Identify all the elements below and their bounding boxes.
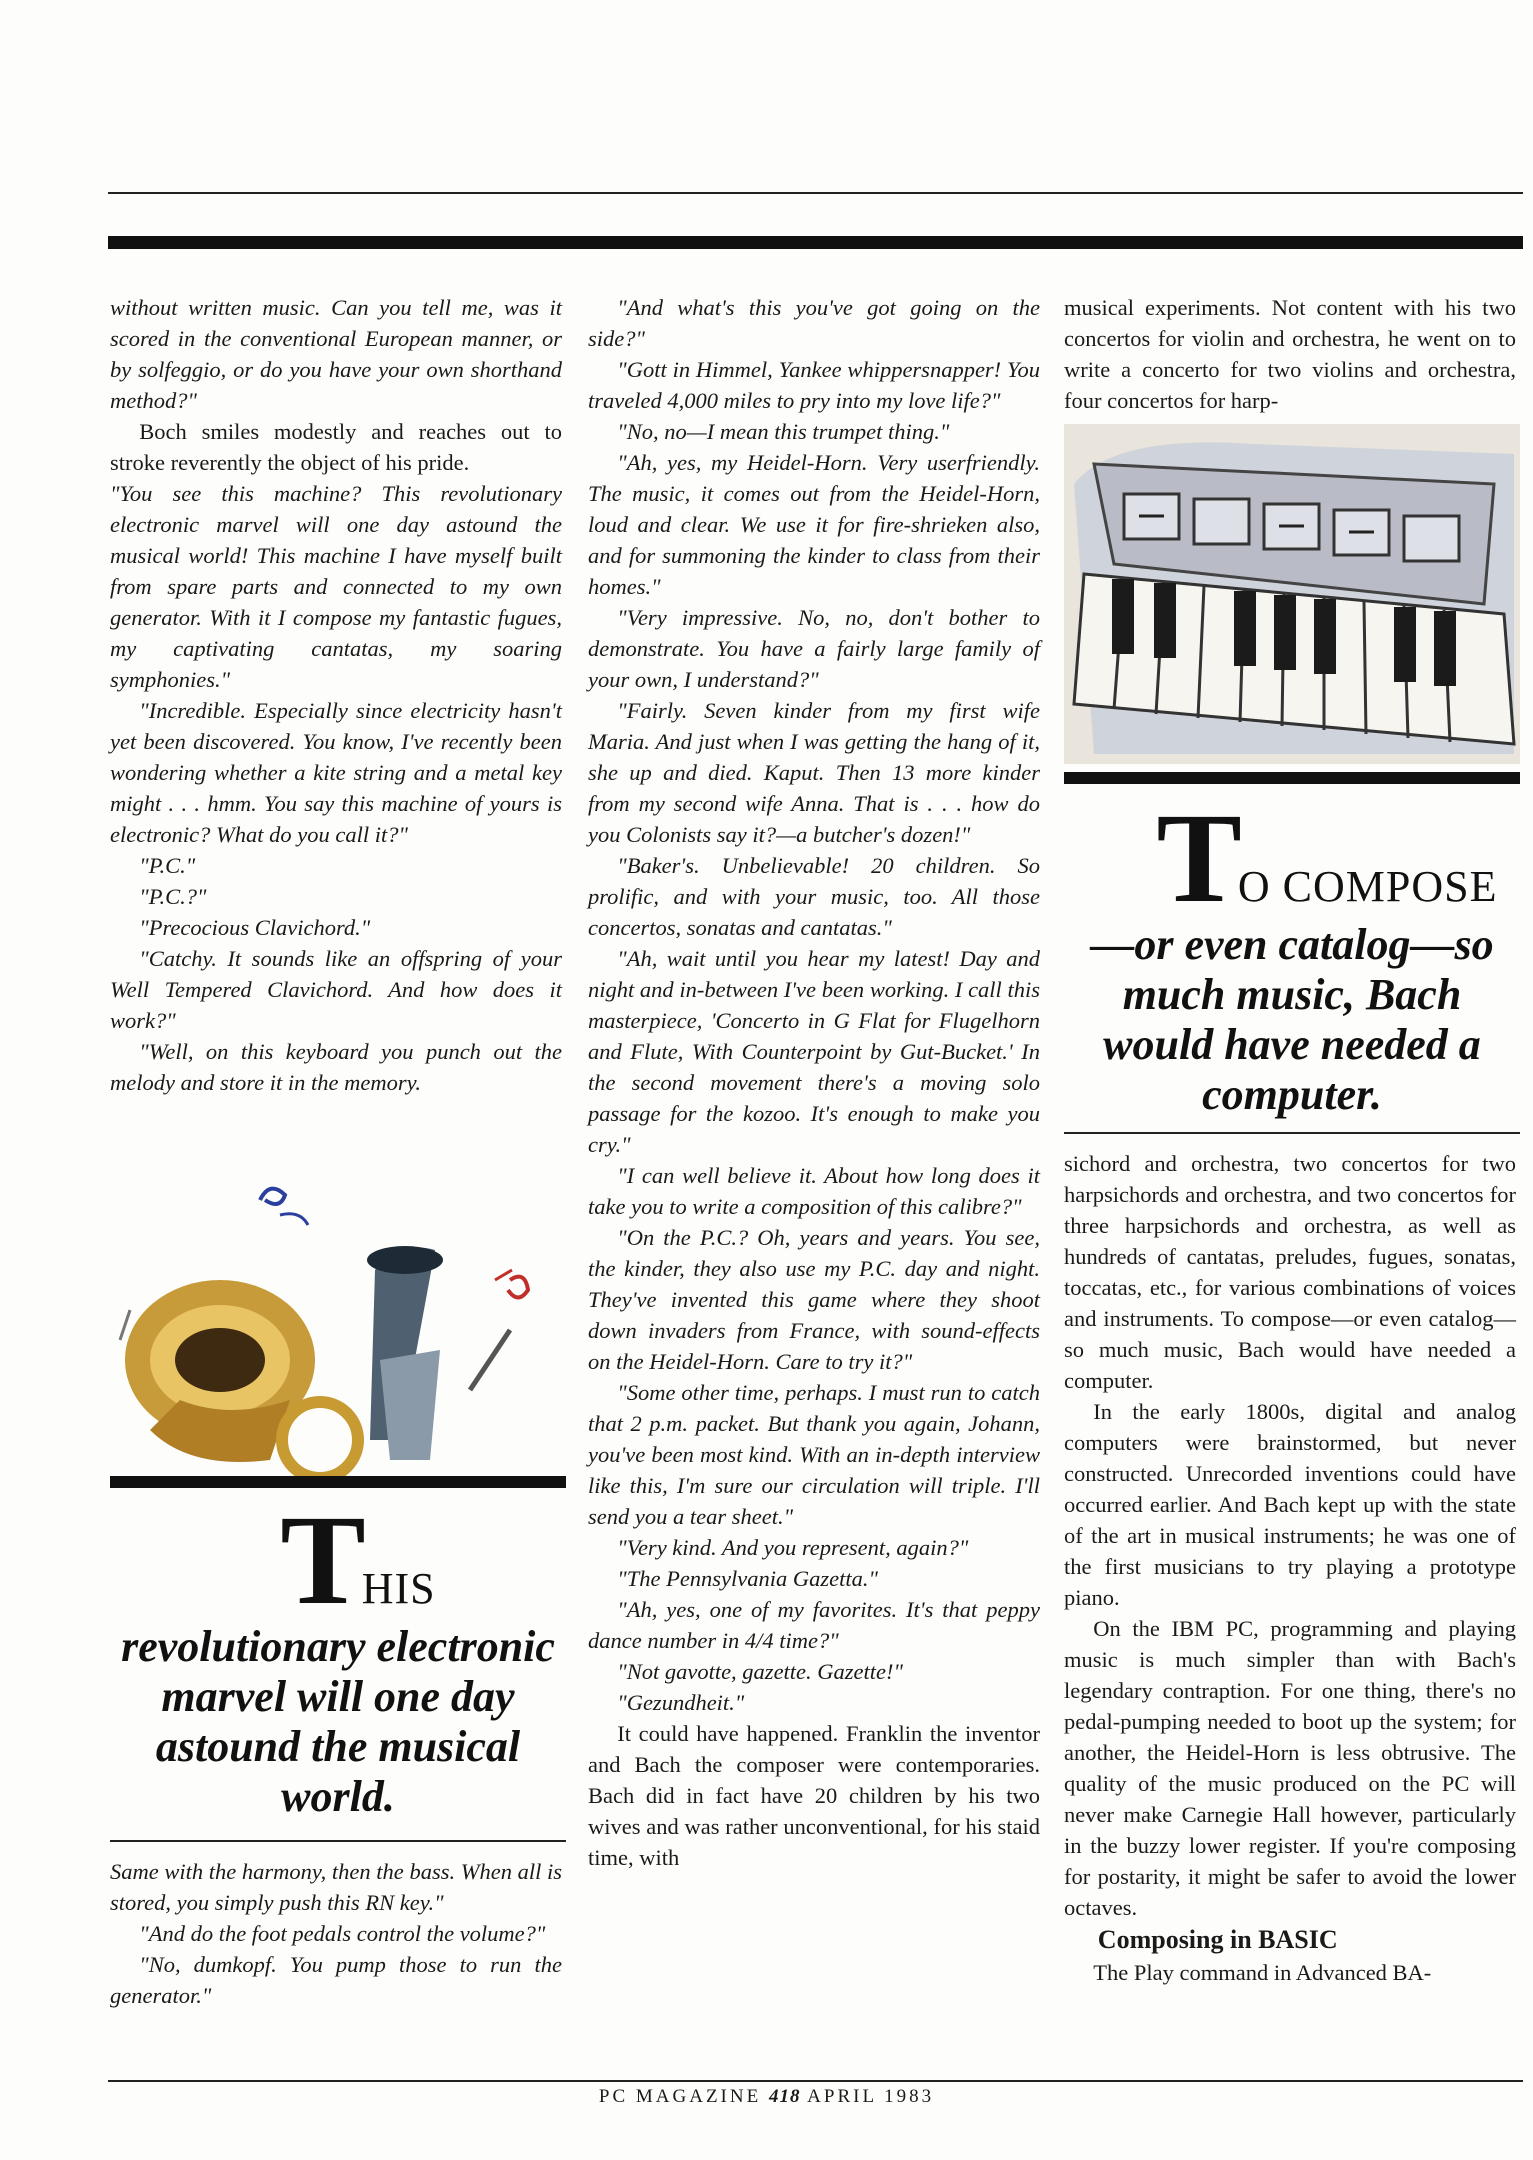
paragraph: "And what's this you've got going on the side?" [588,295,1040,351]
pull-quote-1 [110,1489,566,1822]
paragraph: "P.C.?" [139,884,207,909]
paragraph: The Play command in Advanced BA- [1093,1960,1432,1985]
keyboard-illustration [1064,424,1520,764]
paragraph: It could have happened. Franklin the inventor and Bach the composer were contemporaries. Bach did in fact have 20 children by his two wives and was rather unconventional, for his staid time, with [588,1721,1040,1870]
paragraph: "Ah, yes, my Heidel-Horn. Very userfriendly. The music, it comes out from the Heidel-Horn, loud and clear. We use it for fire-shrieken also, and for summoning the kinder to class from their homes." [588,450,1040,599]
horns-illustration [110,1160,566,1476]
paragraph: "Well, on this keyboard you punch out the melody and store it in the memory. [110,1039,562,1095]
pull-quote-bottom-rule [1064,1132,1520,1134]
paragraph: "And do the foot pedals control the volume?" [139,1921,546,1946]
drop-cap: T [1156,787,1238,929]
paragraph: "Very kind. And you represent, again?" [617,1535,969,1560]
paragraph: "Not gavotte, gazette. Gazette!" [617,1659,903,1684]
paragraph: "Ah, yes, one of my favorites. It's that peppy dance number in 4/4 time?" [588,1597,1040,1653]
paragraph: without written music. Can you tell me, was it scored in the conventional European manner, or by solfeggio, or do you have your own shorthand method?" [110,295,562,413]
paragraph: On the IBM PC, programming and playing music is much simpler than with Bach's legendary contraption. For one thing, there's no pedal-pumping needed to boot up the system; for another, the Heidel-Horn is less obtrusive. The quality of the music produced on the PC will never make Carnegie Hall however, particularly in the buzzy lower register. If you're composing for postarity, it might be safer to avoid the lower octaves. [1064,1616,1516,1920]
paragraph: sichord and orchestra, two concertos for two harpsichords and orchestra, and two concertos for three harpsichords and orchestra, as well as hundreds of cantatas, preludes, fugues, sonatas, toccatas, etc., for various combinations of voices and instruments. To compose—or even catalog—so much music, Bach would have needed a computer. [1064,1151,1516,1393]
paragraph: Boch smiles modestly and reaches out to stroke reverently the object of his pride. [110,419,562,475]
column-3-top [1064,292,1516,416]
paragraph: "Precocious Clavichord." [139,915,371,940]
column-2 [588,292,1040,1873]
paragraph: "Very impressive. No, no, don't bother to demonstrate. You have a fairly large family of your own, I understand?" [588,605,1040,692]
column-3-bottom [1064,1148,1516,1988]
top-rule [108,192,1523,194]
paragraph: "On the P.C.? Oh, years and years. You see, the kinder, they also use my P.C. day and night. They've invented this game where they shoot down invaders from France, with sound-effects on the Heidel-Horn. Care to try it?" [588,1225,1040,1374]
bottom-rule [108,2080,1523,2082]
paragraph: "Baker's. Unbelievable! 20 children. So prolific, and with your music, too. All those concertos, sonatas and cantatas." [588,853,1040,940]
paragraph: "No, dumkopf. You pump those to run the generator." [110,1952,562,2008]
paragraph: "Fairly. Seven kinder from my first wife Maria. And just when I was getting the hang of it, she up and died. Kaput. Then 13 more kinder from my second wife Anna. That is . . . how do you Colonists say it?—a butcher's dozen!" [588,698,1040,847]
paragraph: "You see this machine? This revolutionary electronic marvel will one day astound the musical world! This machine I have myself built from spare parts and connected to my own generator. With it I compose my fantastic fugues, my captivating cantatas, my soaring symphonies." [110,481,562,692]
paragraph: "Gott in Himmel, Yankee whippersnapper! You traveled 4,000 miles to pry into my love life?" [588,357,1040,413]
paragraph: "The Pennsylvania Gazetta." [617,1566,878,1591]
paragraph: "Ah, wait until you hear my latest! Day and night and in-between I've been working. I call this masterpiece, 'Concerto in G Flat for Flugelhorn and Flute, With Counterpoint by Gut-Bucket.' In the second movement there's a moving solo passage for the kozoo. It's enough to make you cry." [588,946,1040,1157]
column-1-top [110,292,562,1098]
pull-quote-text: —or even catalog—so much music, Bach would have needed a computer. [1090,920,1494,1119]
paragraph: "I can well believe it. About how long does it take you to write a composition of this calibre?" [588,1163,1040,1219]
paragraph: "No, no—I mean this trumpet thing." [617,419,950,444]
paragraph: "Incredible. Especially since electricity hasn't yet been discovered. You know, I've recently been wondering whether a kite string and a metal key might . . . hmm. You say this machine of yours is electronic? What do you call it?" [110,698,562,847]
paragraph: "P.C." [139,853,196,878]
pull-quote-bottom-rule [110,1840,566,1842]
footer-magazine: PC MAGAZINE [598,2086,762,2107]
paragraph: In the early 1800s, digital and analog computers were brainstormed, but never constructed. Unrecorded inventions could have occurred earlier. And Bach kept up with the state of the art in musical instruments; he was one of the first musicians to try playing a prototype piano. [1064,1399,1516,1610]
footer-date: APRIL 1983 [807,2086,935,2107]
paragraph: "Catchy. It sounds like an offspring of your Well Tempered Clavichord. And how does it work?" [110,946,562,1033]
drop-cap-continuation: HIS [361,1564,436,1613]
paragraph: "Some other time, perhaps. I must run to catch that 2 p.m. packet. But thank you again, Johann, you've been most kind. With an in-depth interview like this, I'm sure our circulation will triple. I'll send you a tear sheet." [588,1380,1040,1529]
paragraph: "Gezundheit." [617,1690,745,1715]
pull-quote-rule [110,1476,566,1488]
pull-quote-rule [1064,772,1520,784]
page-footer [0,2086,1533,2108]
pull-quote-2 [1064,787,1520,1120]
pull-quote-lead [150,1489,566,1631]
pull-quote-text: revolutionary electronic marvel will one day astound the musical world. [121,1622,555,1821]
paragraph: Same with the harmony, then the bass. When all is stored, you simply push this RN key." [110,1859,562,1915]
drop-cap: T [280,1489,362,1631]
paragraph: musical experiments. Not content with his two concertos for violin and orchestra, he went on to write a concerto for two violins and orchestra, four concertos for harp- [1064,295,1516,413]
section-heading: Composing in BASIC [1097,1925,1338,1954]
drop-cap-continuation: O COMPOSE [1237,862,1498,911]
pull-quote-lead [1134,787,1520,929]
footer-page-number: 418 [768,2086,801,2107]
top-thick-rule [108,236,1523,249]
column-1-bottom [110,1856,562,2011]
